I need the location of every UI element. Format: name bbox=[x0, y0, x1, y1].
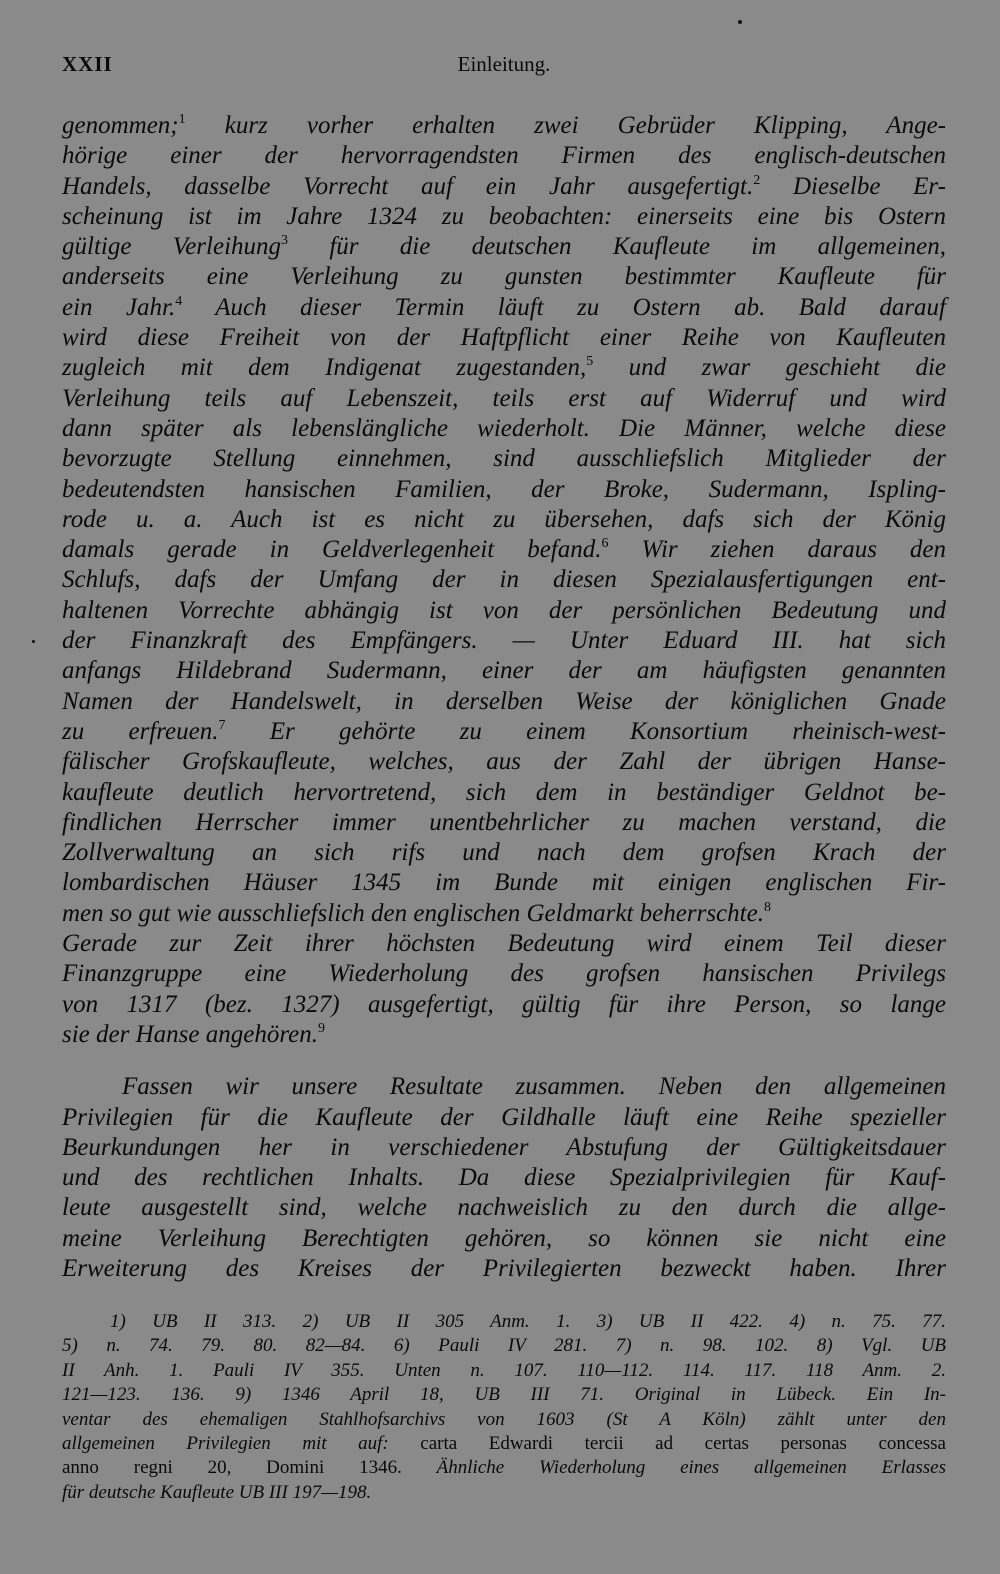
text-line: der Finanzkraft des Empfängers. — Unter Eduard III. hat sich bbox=[62, 627, 946, 655]
text-line: haltenen Vorrechte abhängig ist von der persönlichen Bedeutung und bbox=[62, 596, 946, 624]
text-line: wird diese Freiheit von der Haftpflicht einer Reihe von Kaufleuten bbox=[62, 324, 946, 352]
print-speck bbox=[738, 20, 742, 24]
footnote-mark: 3 bbox=[281, 233, 289, 249]
page-number: XXII bbox=[62, 52, 113, 76]
text-line: findlichen Herrscher immer unentbehrlicher zu machen verstand, die bbox=[62, 808, 946, 836]
footnote-line: anno regni 20, Domini 1346. Ähnliche Wiederholung eines allgemeinen Erlasses bbox=[62, 1457, 947, 1479]
text-line: rode u. a. Auch ist es nicht zu übersehen, dafs sich der König bbox=[62, 505, 946, 533]
text-line: Gerade zur Zeit ihrer höchsten Bedeutung wird einem Teil dieser bbox=[62, 930, 946, 958]
text-line: Zollverwaltung an sich rifs und nach dem grofsen Krach der bbox=[62, 839, 946, 867]
text-line: hörige einer der hervorragendsten Firmen des englisch-deutschen bbox=[62, 142, 946, 170]
text-line: fälischer Grofskaufleute, welches, aus der Zahl der übrigen Hanse- bbox=[62, 748, 946, 776]
footnote-line: ventar des ehemaligen Stahlhofsarchivs von 1603 (St A Köln) zählt unter den bbox=[62, 1408, 946, 1430]
text-line: Beurkundungen her in verschiedener Abstufung der Gültigkeitsdauer bbox=[62, 1133, 946, 1161]
footnote-mark: 6 bbox=[601, 536, 609, 552]
footnote-mark: 4 bbox=[175, 293, 183, 309]
text-line: genommen;$^1$ kurz vorher erhalten zwei Gebrüder Klipping, Ange- bbox=[62, 112, 946, 139]
text-line: sie der Hanse angehören.$^9$ bbox=[62, 1020, 325, 1048]
text-line: Handels, dasselbe Vorrecht auf ein Jahr ausgefertigt.$^2$ Dieselbe Er- bbox=[62, 172, 946, 200]
text-line: bedeutendsten hansischen Familien, der Broke, Sudermann, Ispling- bbox=[62, 475, 946, 503]
text-line: Finanzgruppe eine Wiederholung des grofsen hansischen Privilegs bbox=[62, 960, 946, 988]
footnote-mark: 1 bbox=[178, 112, 186, 127]
text-line: anfangs Hildebrand Sudermann, einer der am häufigsten genannten bbox=[62, 657, 946, 685]
text-line: Schlufs, dafs der Umfang der in diesen Spezialausfertigungen ent- bbox=[62, 566, 946, 594]
text-line: gültige Verleihung$^3$ für die deutschen Kaufleute im allgemeinen, bbox=[62, 233, 947, 261]
text-line: leute ausgestellt sind, welche nachweislich zu den durch die allge- bbox=[62, 1194, 946, 1222]
footnote-line: 121—123. 136. 9) 1346 April 18, UB III 71. Original in Lübeck. Ein In- bbox=[62, 1384, 946, 1406]
text-line: Fassen wir unsere Resultate zusammen. Neben den allgemeinen bbox=[122, 1073, 946, 1101]
footnote-mark: 8 bbox=[763, 899, 771, 915]
text-line: scheinung ist im Jahre 1324 zu beobachten: einerseits eine bis Ostern bbox=[62, 202, 946, 230]
text-line: anderseits eine Verleihung zu gunsten bestimmter Kaufleute für bbox=[62, 263, 946, 291]
footnote-line: allgemeinen Privilegien mit auf: carta Edwardi tercii ad certas personas concessa bbox=[62, 1432, 946, 1454]
text-line: Namen der Handelswelt, in derselben Weise der königlichen Gnade bbox=[62, 687, 946, 715]
running-title: Einleitung. bbox=[457, 52, 551, 76]
footnote-line: II Anh. 1. Pauli IV 355. Unten n. 107. 110—112. 114. 117. 118 Anm. 2. bbox=[62, 1359, 946, 1381]
text-line: ein Jahr.$^4$ Auch dieser Termin läuft zu Ostern ab. Bald darauf bbox=[62, 293, 946, 321]
body-text bbox=[62, 111, 946, 1284]
footnote-mark: 5 bbox=[586, 354, 594, 370]
page-header bbox=[62, 52, 946, 82]
text-line: und des rechtlichen Inhalts. Da diese Spezialprivilegien für Kauf- bbox=[62, 1164, 946, 1192]
footnote-line: für deutsche Kaufleute UB III 197—198. bbox=[62, 1481, 372, 1503]
text-line: Verleihung teils auf Lebenszeit, teils erst auf Widerruf und wird bbox=[62, 384, 946, 412]
text-line: damals gerade in Geldverlegenheit befand.$^6$ Wir ziehen daraus den bbox=[62, 536, 947, 564]
text-line: kaufleute deutlich hervortretend, sich dem in beständiger Geldnot be- bbox=[62, 778, 946, 806]
text-line: bevorzugte Stellung einnehmen, sind ausschliefslich Mitglieder der bbox=[62, 445, 946, 473]
footnote-mark: 7 bbox=[218, 717, 226, 733]
text-line: Erweiterung des Kreises der Privilegierten bezweckt haben. Ihrer bbox=[62, 1254, 946, 1282]
footnote-mark: 9 bbox=[317, 1020, 325, 1036]
footnote-line: 1) UB II 313. 2) UB II 305 Anm. 1. 3) UB II 422. 4) n. 75. 77. bbox=[110, 1311, 947, 1332]
text-line: zugleich mit dem Indigenat zugestanden,$^5$ und zwar geschieht die bbox=[62, 354, 946, 382]
text-line: von 1317 (bez. 1327) ausgefertigt, gültig für ihre Person, so lange bbox=[62, 990, 946, 1018]
footnote-mark: 2 bbox=[753, 172, 761, 188]
print-speck bbox=[32, 640, 35, 643]
text-line: meine Verleihung Berechtigten gehören, so können sie nicht eine bbox=[62, 1224, 946, 1252]
footnote-line: 5) n. 74. 79. 80. 82—84. 6) Pauli IV 281. 7) n. 98. 102. 8) Vgl. UB bbox=[62, 1335, 947, 1357]
footnotes bbox=[62, 1310, 946, 1505]
paragraph-gap bbox=[62, 1050, 946, 1072]
text-line: zu erfreuen.$^7$ Er gehörte zu einem Konsortium rheinisch-west- bbox=[62, 717, 947, 745]
text-line: Privilegien für die Kaufleute der Gildhalle läuft eine Reihe spezieller bbox=[62, 1103, 946, 1131]
text-line: dann später als lebenslängliche wiederholt. Die Männer, welche diese bbox=[62, 414, 946, 442]
text-line: lombardischen Häuser 1345 im Bunde mit einigen englischen Fir- bbox=[62, 869, 946, 897]
text-line: men so gut wie ausschliefslich den englischen Geldmarkt beherrschte.$^8$ bbox=[62, 899, 771, 927]
